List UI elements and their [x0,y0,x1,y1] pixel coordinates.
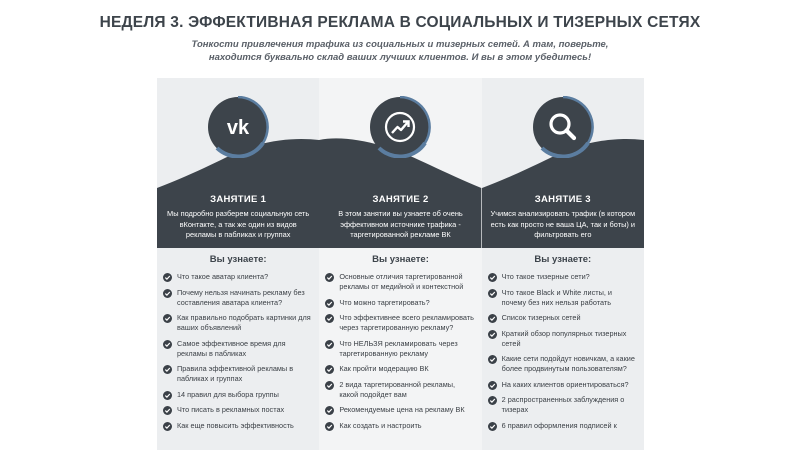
page-header [0,14,800,64]
lesson-description: Мы подробно разберем социальную сеть вКонтакте, а так же один из видов рекламы в пабликах и группах [167,209,310,239]
check-icon [488,273,497,282]
lesson-description: В этом занятии вы узнаете об очень эффективном источнике трафика - таргетированной рекламе ВК [338,209,463,239]
list-item-text: 14 правил для выбора группы [177,389,279,399]
list-item [488,329,638,349]
list-item [163,288,313,308]
card-header [482,78,644,248]
check-icon [163,365,172,374]
check-icon [163,314,172,323]
check-icon [488,396,497,405]
list-item [488,380,638,390]
list-item [163,339,313,359]
list-item [325,298,475,308]
lesson-card-2 [319,78,481,450]
check-icon [163,422,172,431]
list-item [488,288,638,308]
learn-list [163,272,313,436]
list-item [163,313,313,333]
list-item-text: Что такое тизерные сети? [501,272,590,281]
lesson-title: ЗАНЯТИЕ 3 [534,194,591,205]
list-item-text: Основные отличия таргетированной рекламы от медийной и контекстной [339,272,464,291]
list-item-text: Что эффективнее всего рекламировать через таргетированную рекламу? [339,313,474,332]
list-item [488,354,638,374]
learn-list [488,272,638,436]
list-item [163,405,313,415]
list-item-text: Как пройти модерацию ВК [339,364,429,373]
check-icon [488,289,497,298]
learn-heading: Вы узнаете: [534,254,592,265]
list-item [325,313,475,333]
lesson-card-1 [157,78,319,450]
list-item-text: Как еще повысить эффективность [177,420,294,430]
lesson-title: ЗАНЯТИЕ 1 [210,194,267,205]
list-item-text: Краткий обзор популярных тизерных сетей [501,328,627,348]
list-item-text: Рекомендуемые цена на рекламу ВК [339,405,465,414]
list-item-text: Что такое аватар клиента? [177,272,269,281]
list-item-text: Самое эффективное время для рекламы в пабликах [177,338,286,358]
check-icon [163,406,172,415]
trend-up-icon [369,96,431,158]
learn-heading: Вы узнаете: [209,254,267,265]
list-item [488,421,638,431]
check-icon [325,299,334,308]
list-item-text: Что такое Black и White листы, и почему без них нельзя работать [501,287,612,307]
list-item-text: Как создать и настроить [339,420,422,430]
check-icon [488,422,497,431]
list-item-text: Что НЕЛЬЗЯ рекламировать через таргетированную рекламу [339,338,458,358]
check-icon [163,289,172,298]
list-item-text: 6 правил оформления подписей к [501,420,617,430]
check-icon [325,381,334,390]
check-icon [325,406,334,415]
list-item [325,380,475,400]
check-icon [488,314,497,323]
list-item [325,339,475,359]
page-title: НЕДЕЛЯ 3. ЭФФЕКТИВНАЯ РЕКЛАМА В СОЦИАЛЬНЫХ И ТИЗЕРНЫХ СЕТЯХ [99,14,701,31]
list-item [163,364,313,384]
search-icon [532,96,594,158]
list-item [325,421,475,431]
lesson-title: ЗАНЯТИЕ 2 [372,194,429,205]
card-header [319,78,481,248]
list-item [325,405,475,415]
list-item-text: Почему нельзя начинать рекламу без составления аватара клиента? [177,287,305,307]
lesson-cards [157,78,644,450]
learn-heading: Вы узнаете: [372,254,429,265]
list-item-text: Как правильно подобрать картинки для ваших объявлений [177,313,311,332]
list-item-text: Список тизерных сетей [501,313,581,322]
vk-logo-icon [207,96,269,158]
list-item-text: Правила эффективной рекламы в пабликах и группах [177,364,294,383]
check-icon [163,340,172,349]
list-item [163,272,313,282]
check-icon [325,314,334,323]
list-item-text: 2 распространенных заблуждения о тизерах [501,395,625,414]
list-item [325,364,475,374]
list-item [325,272,475,292]
list-item-text: 2 вида таргетированной рекламы, какой подойдет вам [339,379,456,399]
check-icon [488,330,497,339]
check-icon [163,273,172,282]
list-item-text: На каких клиентов ориентироваться? [501,379,629,389]
list-item [163,390,313,400]
check-icon [325,365,334,374]
lesson-description: Учимся анализировать трафик (в котором есть как просто не ваша ЦА, так и боты) и фильтровать его [490,209,636,239]
list-item [488,313,638,323]
check-icon [163,391,172,400]
svg-text:vk: vk [227,117,250,139]
list-item-text: Какие сети подойдут новичкам, а какие более продвинутым пользователям? [501,354,635,373]
check-icon [488,355,497,364]
list-item-text: Что писать в рекламных постах [177,405,285,414]
learn-list [325,272,475,436]
list-item [488,272,638,282]
list-item-text: Что можно таргетировать? [339,297,430,307]
check-icon [325,340,334,349]
check-icon [325,273,334,282]
check-icon [325,422,334,431]
check-icon [488,381,497,390]
list-item [163,421,313,431]
card-header [157,78,319,248]
list-item [488,395,638,415]
page-subtitle: Тонкости привлечения трафика из социальных и тизерных сетей. А там, поверьте, находится буквально склад ваших лучших клиентов. И вы в этом убедитесь! [191,39,609,63]
lesson-card-3 [482,78,644,450]
